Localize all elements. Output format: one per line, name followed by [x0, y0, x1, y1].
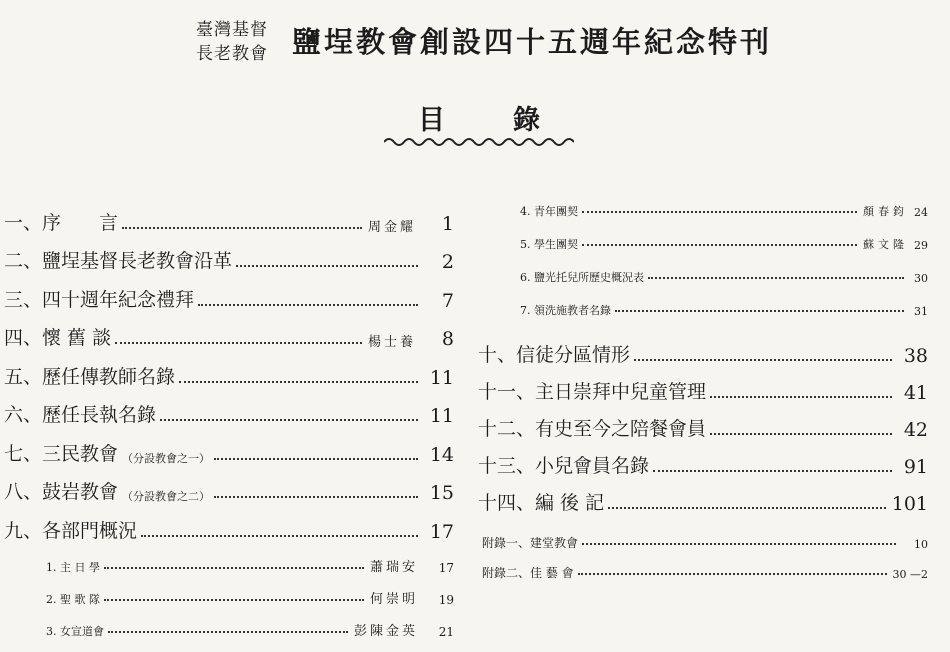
- dot-leader: [710, 396, 892, 398]
- toc-subentry[interactable]: [478, 252, 928, 285]
- entry-label: 一、序 言: [4, 211, 119, 234]
- dot-leader: [198, 304, 418, 306]
- entry-label: 十三、小兒會員名錄: [478, 455, 650, 477]
- toc-entry[interactable]: [478, 441, 928, 478]
- toc-entry[interactable]: [4, 504, 454, 543]
- toc-entry[interactable]: [478, 478, 928, 515]
- entry-label: 2. 聖 歌 隊: [46, 592, 100, 606]
- toc-heading: [384, 98, 574, 148]
- dot-leader: [710, 433, 892, 435]
- toc-subentry[interactable]: [4, 607, 454, 639]
- entry-page: 7: [441, 289, 454, 312]
- dot-leader: [104, 567, 364, 569]
- publication-title: 鹽埕教會創設四十五週年紀念特刊: [292, 25, 773, 59]
- wavy-underline: [384, 136, 574, 148]
- entry-label: 4. 青年團契: [520, 205, 578, 218]
- toc-entry[interactable]: [4, 350, 454, 389]
- entry-label: 九、各部門概況: [4, 519, 138, 542]
- entry-label: 十一、主日崇拜中兒童管理: [478, 381, 707, 403]
- dot-leader: [648, 277, 904, 279]
- toc-subentry[interactable]: [478, 219, 928, 252]
- toc-subentry[interactable]: [478, 285, 928, 318]
- dot-leader: [236, 265, 418, 267]
- toc-subentry[interactable]: [4, 543, 454, 575]
- entry-label: 6. 鹽光托兒所歷史概況表: [520, 271, 644, 284]
- entry-label: 三、四十週年紀念禮拜: [4, 288, 195, 311]
- entry-page: 11: [429, 405, 454, 427]
- dot-leader: [653, 470, 892, 472]
- toc-heading-char: 目: [418, 105, 445, 136]
- toc-appendix[interactable]: [478, 551, 928, 581]
- entry-page: 21: [438, 624, 454, 639]
- dot-leader: [141, 535, 418, 537]
- toc-entry[interactable]: [478, 404, 928, 441]
- dot-leader: [115, 342, 362, 344]
- entry-page: 15: [429, 482, 454, 504]
- toc-entry[interactable]: [4, 427, 454, 466]
- entry-page: 11: [429, 366, 454, 389]
- entry-label: 七、三民教會: [4, 442, 119, 465]
- entry-page: 17: [438, 560, 454, 575]
- dot-leader: [578, 573, 887, 575]
- entry-label: 5. 學生團契: [520, 238, 578, 251]
- entry-page: 31: [914, 305, 928, 318]
- entry-author: 顏春鈞: [863, 205, 908, 218]
- publisher-line: 臺灣基督: [196, 20, 268, 40]
- dot-leader: [582, 244, 857, 246]
- entry-page: 10: [914, 538, 928, 551]
- dot-leader: [104, 599, 364, 601]
- entry-label: 六、歷任長執名錄: [4, 404, 157, 426]
- entry-label: 7. 領洗施教者名錄: [520, 304, 611, 317]
- dot-leader: [108, 631, 348, 633]
- entry-label: 十、信徒分區情形: [478, 344, 631, 366]
- publisher-line: 長老教會: [196, 44, 268, 64]
- entry-label: 十四、編 後 記: [478, 492, 605, 514]
- entry-note: （分設教會之二）: [122, 490, 211, 503]
- entry-label: 3. 女宣道會: [46, 624, 104, 638]
- toc-entry[interactable]: [4, 273, 454, 312]
- entry-page: 38: [903, 345, 928, 367]
- toc-heading-char: 錄: [513, 105, 540, 136]
- toc-entry[interactable]: [4, 466, 454, 505]
- entry-page: 8: [441, 328, 454, 350]
- entry-page: 2: [441, 251, 454, 273]
- dot-leader: [582, 211, 857, 213]
- dot-leader: [582, 543, 896, 545]
- entry-author: 何崇明: [369, 591, 418, 607]
- entry-label: 二、鹽埕基督長老教會沿革: [4, 250, 233, 272]
- dot-leader: [122, 227, 362, 229]
- entry-page: 1: [441, 212, 454, 235]
- toc-entry[interactable]: [4, 196, 454, 235]
- entry-label: 五、歷任傳教師名錄: [4, 365, 176, 388]
- entry-page: 101: [891, 493, 928, 515]
- entry-page: 91: [903, 456, 928, 478]
- entry-label: 八、鼓岩教會: [4, 481, 119, 503]
- entry-page: 41: [903, 382, 928, 404]
- dot-leader: [214, 496, 418, 498]
- dot-leader: [608, 507, 886, 509]
- toc-subentry[interactable]: [478, 186, 928, 219]
- entry-label: 1. 主 日 學: [46, 560, 100, 574]
- entry-author: 蘇文隆: [863, 238, 908, 251]
- entry-label: 附錄二、佳 藝 會: [482, 566, 574, 580]
- entry-page: 24: [914, 206, 928, 219]
- entry-page: 30: [914, 272, 928, 285]
- entry-label: 十二、有史至今之陪餐會員: [478, 418, 707, 440]
- entry-author: 周金耀: [367, 219, 416, 235]
- entry-page: 19: [438, 592, 454, 607]
- toc-entry[interactable]: [4, 312, 454, 351]
- entry-page: 30 —2: [892, 568, 928, 581]
- toc-entry[interactable]: [478, 330, 928, 367]
- toc-left-column: [4, 196, 454, 639]
- toc-appendix[interactable]: [478, 521, 928, 551]
- dot-leader: [160, 419, 418, 421]
- toc-entry[interactable]: [4, 389, 454, 428]
- dot-leader: [615, 310, 904, 312]
- toc-right-column: [478, 186, 928, 581]
- toc-entry[interactable]: [478, 367, 928, 404]
- entry-author: 蕭瑞安: [369, 559, 418, 575]
- dot-leader: [214, 458, 418, 460]
- publisher-label: [196, 18, 286, 66]
- dot-leader: [634, 359, 892, 361]
- entry-author: 彭陳金英: [353, 623, 418, 639]
- entry-author: 楊士養: [367, 335, 416, 350]
- entry-page: 17: [429, 520, 454, 543]
- entry-page: 42: [903, 419, 928, 441]
- toc-entry[interactable]: [4, 235, 454, 274]
- toc-subentry[interactable]: [4, 575, 454, 607]
- entry-label: 附錄一、建堂教會: [482, 536, 579, 550]
- entry-page: 29: [914, 239, 928, 252]
- dot-leader: [179, 381, 418, 383]
- entry-note: （分設教會之一）: [122, 451, 211, 465]
- entry-label: 四、懷 舊 談: [4, 327, 112, 349]
- entry-page: 14: [429, 443, 454, 466]
